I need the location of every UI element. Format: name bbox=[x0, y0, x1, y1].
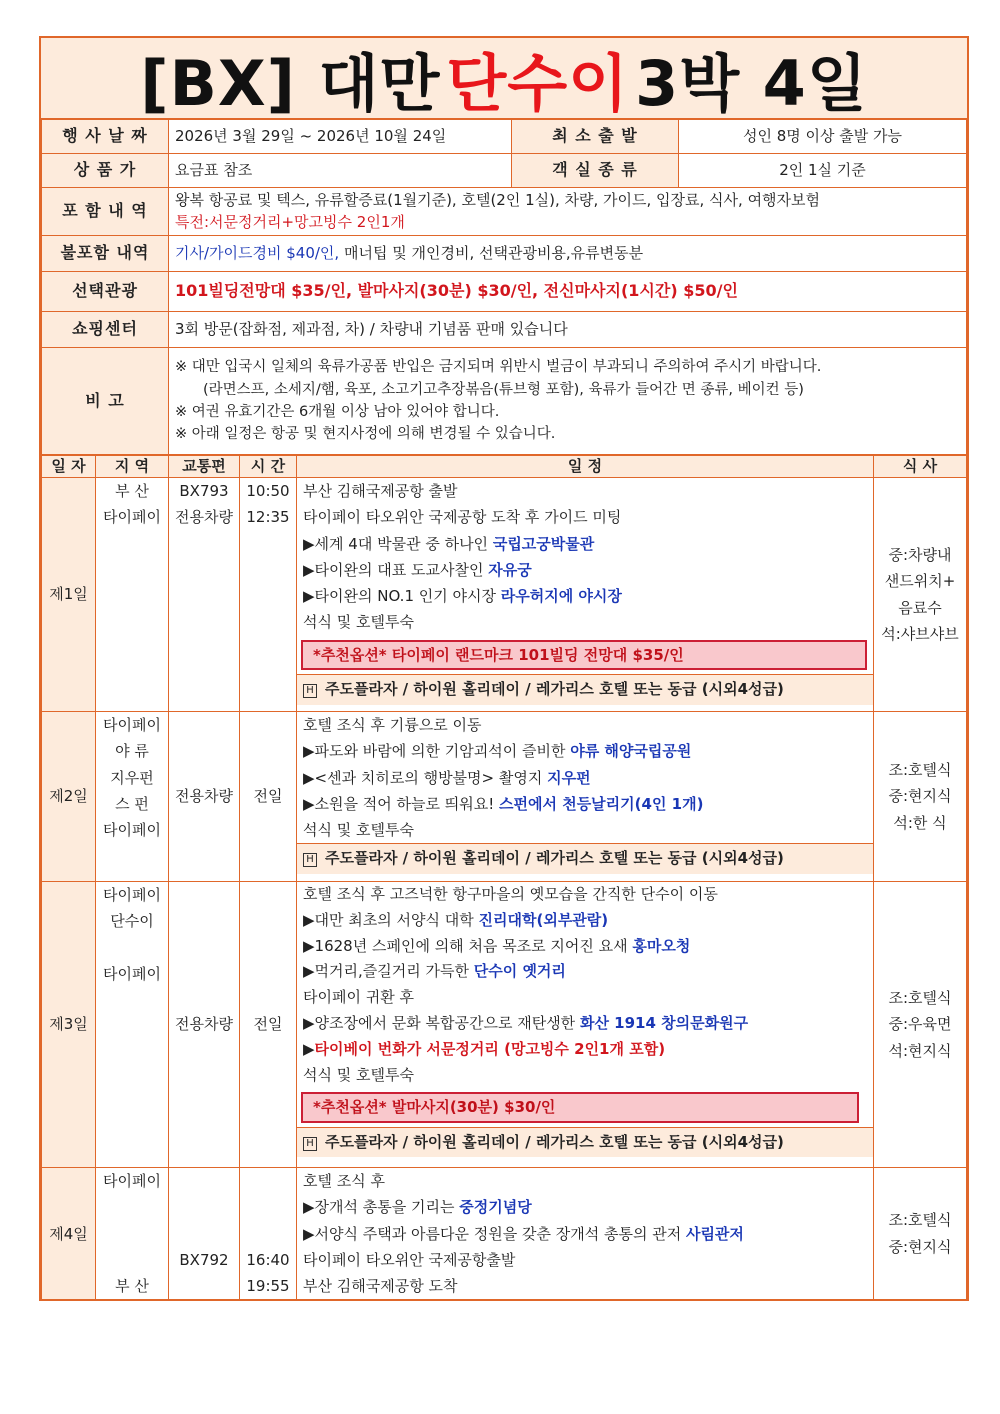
date-value: 2026년 3월 29일 ~ 2026년 10월 24일 bbox=[169, 120, 512, 154]
itinerary-line bbox=[303, 1037, 867, 1063]
time: 전일 bbox=[240, 712, 297, 882]
day-label: 제2일 bbox=[42, 712, 96, 882]
day-row bbox=[42, 882, 967, 1168]
meal: 석:현지식 bbox=[888, 1041, 952, 1060]
itinerary-line bbox=[303, 1247, 867, 1273]
itinerary-line bbox=[303, 712, 867, 738]
meal: 조:호텔식 bbox=[888, 761, 952, 780]
itinerary-text: 타이페이 귀환 후 bbox=[303, 988, 414, 1007]
itinerary-text: ▶<센과 치히로의 행방불명> 촬영지 bbox=[303, 768, 548, 787]
itinerary-text: ▶소원을 적어 하늘로 띄워요! bbox=[303, 794, 500, 813]
itinerary-highlight-red: 타이베이 번화가 서문정거리 (망고빙수 2인1개 포함) bbox=[314, 1039, 666, 1058]
time: 12:35 bbox=[246, 508, 290, 527]
itinerary-line bbox=[303, 1194, 867, 1220]
meal: 중:현지식 bbox=[888, 787, 952, 806]
itinerary-highlight: 단수이 옛거리 bbox=[473, 962, 566, 981]
note-line: ※ 아래 일정은 항공 및 현지사정에 의해 변경될 수 있습니다. bbox=[175, 426, 556, 443]
itinerary-line bbox=[303, 557, 867, 583]
recommended-option-box: *추천옵션* 발마사지(30분) $30/인 bbox=[301, 1092, 859, 1123]
itinerary-text: 호텔 조식 후 기륭으로 이동 bbox=[303, 716, 482, 734]
day-label: 제1일 bbox=[42, 478, 96, 712]
price-label: 상 품 가 bbox=[42, 154, 169, 188]
itinerary-document bbox=[39, 36, 969, 1301]
itinerary-line bbox=[303, 1168, 867, 1194]
hotel-icon: H bbox=[303, 853, 317, 867]
note-line: ※ 여권 유효기간은 6개월 이상 남아 있어야 합니다. bbox=[175, 404, 500, 420]
date-label: 행 사 날 짜 bbox=[42, 120, 169, 154]
itinerary-text: ▶타이완의 NO.1 인기 야시장 bbox=[303, 587, 501, 605]
itinerary-line bbox=[303, 1221, 867, 1247]
hotel-line bbox=[297, 674, 873, 705]
meal: 중:현지식 bbox=[888, 1237, 952, 1256]
region: 부 산 bbox=[115, 1277, 149, 1295]
day3-lines bbox=[297, 882, 873, 1088]
hotel-line bbox=[297, 843, 873, 874]
document-title bbox=[41, 38, 967, 119]
min-departure-label: 최 소 출 발 bbox=[512, 120, 679, 154]
itinerary-text: ▶서양식 주택과 아름다운 정원을 갖춘 장개석 총통의 관저 bbox=[303, 1224, 686, 1243]
itinerary-highlight: 스펀에서 천등날리기(4인 1개) bbox=[499, 794, 704, 813]
recommended-option-box: *추천옵션* 타이페이 랜드마크 101빌딩 전망대 $35/인 bbox=[301, 640, 867, 671]
itinerary-highlight: 국립고궁박물관 bbox=[492, 534, 595, 553]
itinerary-line bbox=[303, 583, 867, 609]
time: 19:55 bbox=[246, 1277, 290, 1295]
itinerary-text: ▶타이완의 대표 도교사찰인 bbox=[303, 560, 489, 579]
itinerary-text: 석식 및 호텔투숙 bbox=[303, 613, 414, 632]
region: 지우펀 bbox=[110, 768, 154, 787]
transport: BX792 bbox=[169, 1168, 240, 1300]
itinerary-highlight: 홍마오청 bbox=[632, 936, 691, 955]
region: 타이페이 bbox=[103, 508, 161, 527]
day-label: 제4일 bbox=[42, 1168, 96, 1300]
col-day: 일 자 bbox=[42, 456, 96, 478]
itinerary-line bbox=[303, 959, 867, 985]
included-special: 특전:서문정거리+망고빙수 2인1개 bbox=[175, 212, 405, 231]
itinerary-line bbox=[303, 908, 867, 934]
meal: 샌드위치+ bbox=[884, 572, 956, 591]
day-row bbox=[42, 1168, 967, 1300]
meal: 중:차량내 bbox=[888, 546, 952, 564]
itinerary-text: ▶ bbox=[303, 1039, 315, 1058]
itinerary-highlight: 화산 1914 창의문화원구 bbox=[579, 1013, 749, 1032]
day4-lines bbox=[297, 1168, 873, 1299]
excluded-label: 불포함 내역 bbox=[42, 236, 169, 272]
itinerary-line bbox=[303, 882, 867, 908]
itinerary-text: ▶대만 최초의 서양식 대학 bbox=[303, 910, 479, 929]
itinerary-text: 부산 김해국제공항 출발 bbox=[303, 482, 458, 500]
region: 타이페이 bbox=[103, 716, 161, 734]
meal: 석:한 식 bbox=[893, 813, 947, 832]
itinerary-line bbox=[303, 1273, 867, 1299]
shopping-value: 3회 방문(잡화점, 제과점, 차) / 차량내 기념품 판매 있습니다 bbox=[169, 312, 967, 348]
col-meal: 식 사 bbox=[874, 456, 967, 478]
itinerary-line bbox=[303, 504, 867, 530]
itinerary-highlight: 중정기념당 bbox=[459, 1198, 532, 1217]
itinerary-line bbox=[303, 609, 867, 635]
col-itinerary: 일 정 bbox=[297, 456, 874, 478]
itinerary-line bbox=[303, 765, 867, 791]
included-value: 왕복 항공료 및 텍스, 유류할증료(1월기준), 호텔(2인 1실), 차량, 가이드, 입장료, 식사, 여행자보험 bbox=[175, 190, 821, 209]
time: 10:50 bbox=[246, 482, 290, 500]
excluded-guide-fee: 기사/가이드경비 $40/인, bbox=[175, 243, 340, 262]
hotel-text: 주도플라자 / 하이원 홀리데이 / 레가리스 호텔 또는 동급 (시외4성급) bbox=[325, 680, 784, 698]
itinerary-line bbox=[303, 1011, 867, 1037]
itinerary-text: 호텔 조식 후 고즈넉한 항구마을의 옛모습을 간직한 단수이 이동 bbox=[303, 885, 718, 903]
itinerary-text: 석식 및 호텔투숙 bbox=[303, 821, 414, 839]
itinerary-text: ▶세계 4대 박물관 중 하나인 bbox=[303, 534, 493, 553]
region: 타이페이 bbox=[103, 886, 161, 904]
itinerary-line bbox=[303, 738, 867, 764]
region: 야 류 bbox=[115, 742, 149, 761]
day-row bbox=[42, 478, 967, 712]
min-departure-value: 성인 8명 이상 출발 가능 bbox=[679, 120, 967, 154]
hotel-line bbox=[297, 1127, 873, 1158]
itinerary-text: 석식 및 호텔투숙 bbox=[303, 1065, 414, 1084]
itinerary-text: 타이페이 타오위안 국제공항출발 bbox=[303, 1250, 516, 1269]
excluded-rest: 매너팁 및 개인경비, 선택관광비용,유류변동분 bbox=[343, 243, 644, 262]
itinerary-highlight: 야류 해양국립공원 bbox=[570, 742, 692, 761]
region: 단수이 bbox=[110, 912, 154, 931]
transport: 전용차량 bbox=[169, 712, 240, 882]
title-suffix: 3박 4일 bbox=[635, 46, 868, 120]
itinerary-text: ▶양조장에서 문화 복합공간으로 재탄생한 bbox=[303, 1013, 580, 1032]
itinerary-line bbox=[303, 478, 867, 504]
region: 부 산 bbox=[115, 482, 149, 500]
itinerary-line bbox=[303, 817, 867, 843]
note-line: (라면스프, 소세지/햄, 육포, 소고기고추장볶음(튜브형 포함), 육류가 들어간 면 종류, 베이컨 등) bbox=[203, 381, 804, 398]
day2-lines bbox=[297, 712, 873, 843]
itinerary-highlight: 지우펀 bbox=[547, 768, 591, 787]
optional-tour-value: 101빌딩전망대 $35/인, 발마사지(30분) $30/인, 전신마사지(1시간) $50/인 bbox=[169, 272, 967, 312]
day-label: 제3일 bbox=[42, 882, 96, 1168]
itinerary-text: ▶1628년 스페인에 의해 처음 목조로 지어진 요새 bbox=[303, 936, 633, 955]
itinerary-text: ▶파도와 바람에 의한 기암괴석이 즐비한 bbox=[303, 742, 571, 761]
day-row bbox=[42, 712, 967, 882]
note-line: ※ 대만 입국시 일체의 육류가공품 반입은 금지되며 위반시 벌금이 부과되니 주의하여 주시기 바랍니다. bbox=[175, 359, 822, 376]
itinerary-line bbox=[303, 531, 867, 557]
itinerary-highlight: 자유궁 bbox=[488, 560, 532, 579]
hotel-text: 주도플라자 / 하이원 홀리데이 / 레가리스 호텔 또는 동급 (시외4성급) bbox=[325, 1132, 784, 1151]
itinerary-highlight: 라우허지에 야시장 bbox=[500, 587, 622, 605]
meal: 중:우육면 bbox=[888, 1015, 952, 1034]
hotel-icon: H bbox=[303, 1137, 317, 1151]
meal: 음료수 bbox=[898, 598, 942, 617]
meal: 조:호텔식 bbox=[888, 989, 952, 1008]
itinerary-highlight: 사림관저 bbox=[685, 1224, 744, 1243]
price-value: 요금표 참조 bbox=[169, 154, 512, 188]
schedule-table bbox=[41, 455, 967, 1300]
itinerary-line bbox=[303, 791, 867, 817]
transport: 전용차량 bbox=[169, 882, 240, 1168]
region: 스 펀 bbox=[115, 794, 149, 813]
included-label: 포 함 내 역 bbox=[42, 188, 169, 236]
info-table bbox=[41, 119, 967, 455]
optional-tour-label: 선택관광 bbox=[42, 272, 169, 312]
col-region: 지 역 bbox=[96, 456, 169, 478]
itinerary-text: ▶먹거리,즐길거리 가득한 bbox=[303, 962, 474, 981]
itinerary-text: 타이페이 타오위안 국제공항 도착 후 가이드 미팅 bbox=[303, 508, 622, 527]
transport: 전용차량 bbox=[175, 508, 233, 527]
title-prefix: [BX] 대만 bbox=[140, 46, 441, 120]
notes-label: 비 고 bbox=[42, 348, 169, 455]
hotel-text: 주도플라자 / 하이원 홀리데이 / 레가리스 호텔 또는 동급 (시외4성급) bbox=[325, 849, 784, 868]
shopping-label: 쇼핑센터 bbox=[42, 312, 169, 348]
meal: 석:샤브샤브 bbox=[881, 624, 959, 643]
itinerary-line bbox=[303, 934, 867, 960]
itinerary-text: ▶장개석 총통을 기리는 bbox=[303, 1198, 460, 1217]
itinerary-text: 호텔 조식 후 bbox=[303, 1172, 385, 1190]
transport: BX793 bbox=[179, 482, 229, 500]
time: 16:40 bbox=[246, 1250, 290, 1269]
time: 전일 bbox=[240, 882, 297, 1168]
region: 타이페이 bbox=[103, 821, 161, 839]
meal: 조:호텔식 bbox=[888, 1211, 952, 1230]
itinerary-line bbox=[303, 1063, 867, 1089]
col-time: 시 간 bbox=[240, 456, 297, 478]
day1-lines bbox=[297, 478, 873, 636]
region: 타이페이 bbox=[103, 964, 161, 983]
itinerary-text: 부산 김해국제공항 도착 bbox=[303, 1277, 458, 1295]
region bbox=[98, 935, 166, 961]
hotel-icon: H bbox=[303, 684, 317, 698]
itinerary-highlight: 진리대학(외부관람) bbox=[478, 910, 609, 929]
itinerary-line bbox=[303, 985, 867, 1011]
col-transport: 교통편 bbox=[169, 456, 240, 478]
title-highlight: 단수이 bbox=[446, 46, 630, 120]
room-type-label: 객 실 종 류 bbox=[512, 154, 679, 188]
region: 타이페이 bbox=[103, 1172, 161, 1190]
room-type-value: 2인 1실 기준 bbox=[679, 154, 967, 188]
